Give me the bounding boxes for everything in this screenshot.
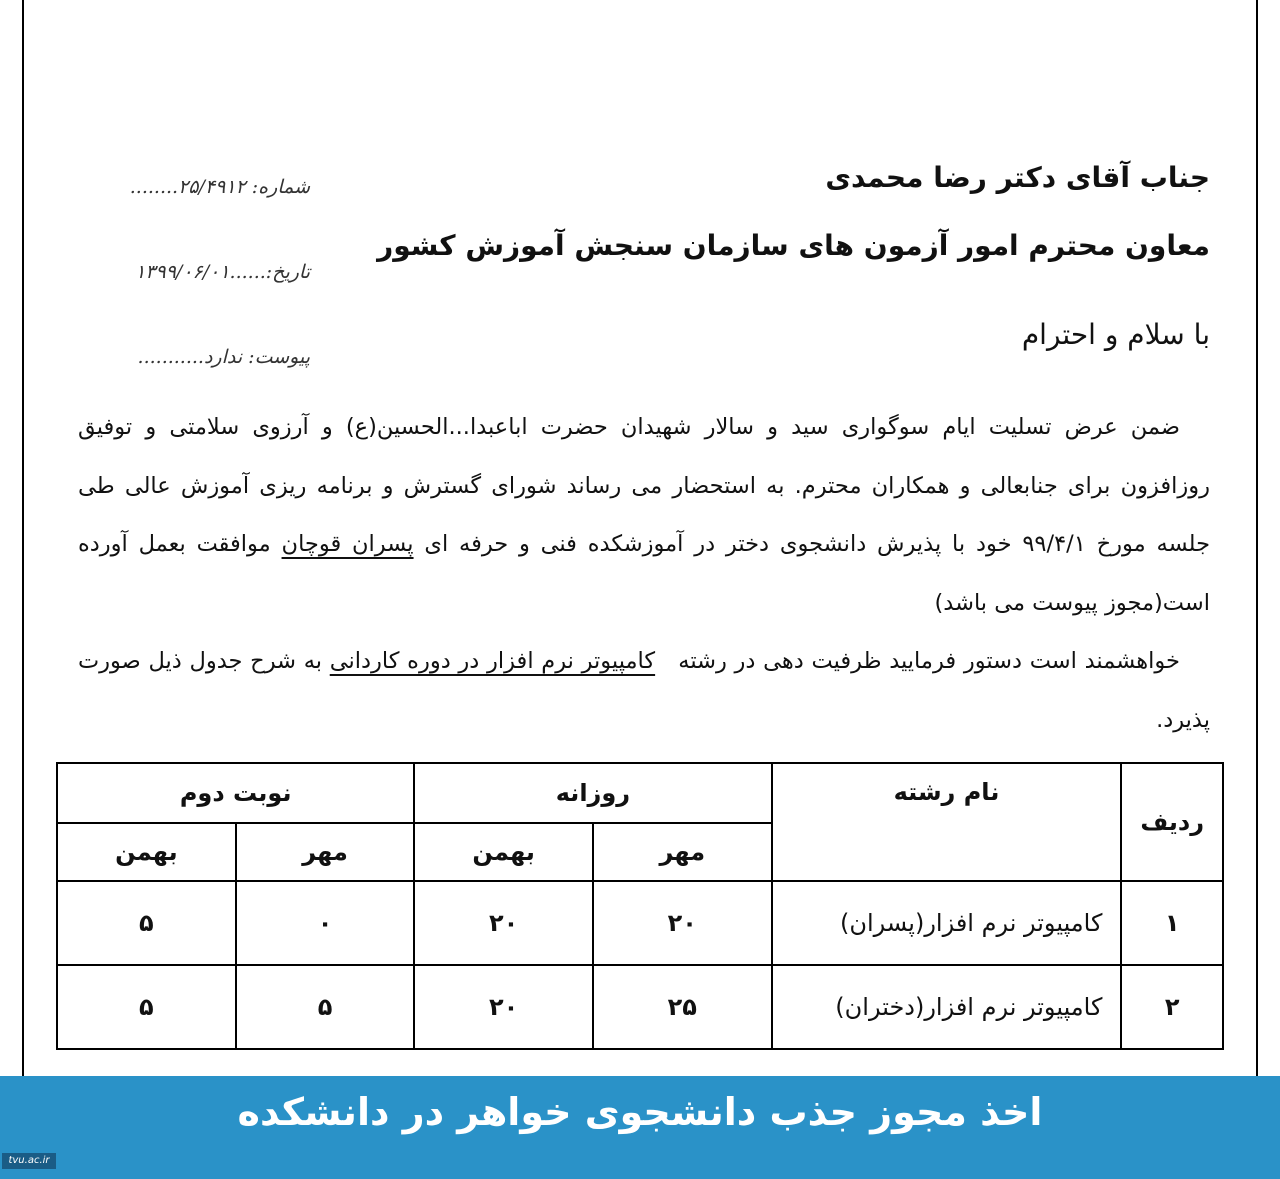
header-row-number: ردیف: [1121, 763, 1223, 881]
letter-attachment: پیوست: ندارد...........: [137, 346, 310, 368]
header-daytime: روزانه: [414, 763, 771, 823]
paragraph-2: [78, 632, 1210, 749]
header-field-name: نام رشته: [772, 763, 1122, 881]
addressee-block: [377, 150, 1210, 286]
header-eve-mehr: مهر: [236, 823, 415, 881]
paragraph-2-end: به شرح جدول ذیل صورت پذیرد.: [78, 648, 1210, 733]
field-name: کامپیوتر نرم افزار در دوره کاردانی: [329, 648, 656, 674]
table-row: [57, 881, 1223, 965]
row-day-bahman: ۲۰: [414, 881, 593, 965]
quota-table: [56, 762, 1224, 1050]
paragraph-1: [78, 398, 1210, 632]
header-eve-bahman: بهمن: [57, 823, 236, 881]
row-eve-bahman: ۵: [57, 881, 236, 965]
tvu-logo: tvu.ac.ir: [2, 1153, 56, 1169]
letter-number: شماره: ۲۵/۴۹۱۲........: [129, 176, 310, 198]
college-name: پسران قوچان: [281, 531, 414, 557]
letter-date: تاریخ:......۱۳۹۹/۰۶/۰۱: [135, 261, 310, 283]
paragraph-2-start: خواهشمند است دستور فرمایید ظرفیت دهی در رشته: [678, 648, 1180, 674]
addressee-title: معاون محترم امور آزمون های سازمان سنجش آموزش کشور: [377, 229, 1210, 262]
paragraph-1-text: ضمن عرض تسلیت ایام سوگواری سید و سالار شهیدان حضرت اباعبدا...الحسین(ع) و آرزوی سلامتی و توفیق روزافزون برای جنابعالی و همکاران محترم. به استحضار می رساند شورای گسترش و برنامه ریزی آموزش عالی طی جلسه مورخ ۹۹/۴/۱ خود با پذیرش دانشجوی دختر در آموزشکده فنی و حرفه ای: [78, 414, 1211, 557]
header-evening: نوبت دوم: [57, 763, 414, 823]
row-index: ۱: [1121, 881, 1223, 965]
title-banner: [0, 1076, 1280, 1179]
row-eve-mehr: ۵: [236, 965, 415, 1049]
greeting: با سلام و احترام: [1021, 318, 1210, 351]
row-field-name: کامپیوتر نرم افزار(پسران): [772, 881, 1122, 965]
table-row: [57, 965, 1223, 1049]
header-day-mehr: مهر: [593, 823, 772, 881]
header-day-bahman: بهمن: [414, 823, 593, 881]
row-index: ۲: [1121, 965, 1223, 1049]
row-day-mehr: ۲۵: [593, 965, 772, 1049]
letter-body: [78, 398, 1210, 749]
row-field-name: کامپیوتر نرم افزار(دختران): [772, 965, 1122, 1049]
row-day-mehr: ۲۰: [593, 881, 772, 965]
letter-meta: [70, 165, 310, 420]
banner-title: اخذ مجوز جذب دانشجوی خواهر در دانشکده: [237, 1090, 1043, 1134]
paragraph-1-end: موافقت بعمل آورده است(مجوز پیوست می باشد): [78, 531, 1210, 616]
row-eve-mehr: ۰: [236, 881, 415, 965]
row-eve-bahman: ۵: [57, 965, 236, 1049]
row-day-bahman: ۲۰: [414, 965, 593, 1049]
addressee-name: جناب آقای دکتر رضا محمدی: [825, 161, 1210, 194]
